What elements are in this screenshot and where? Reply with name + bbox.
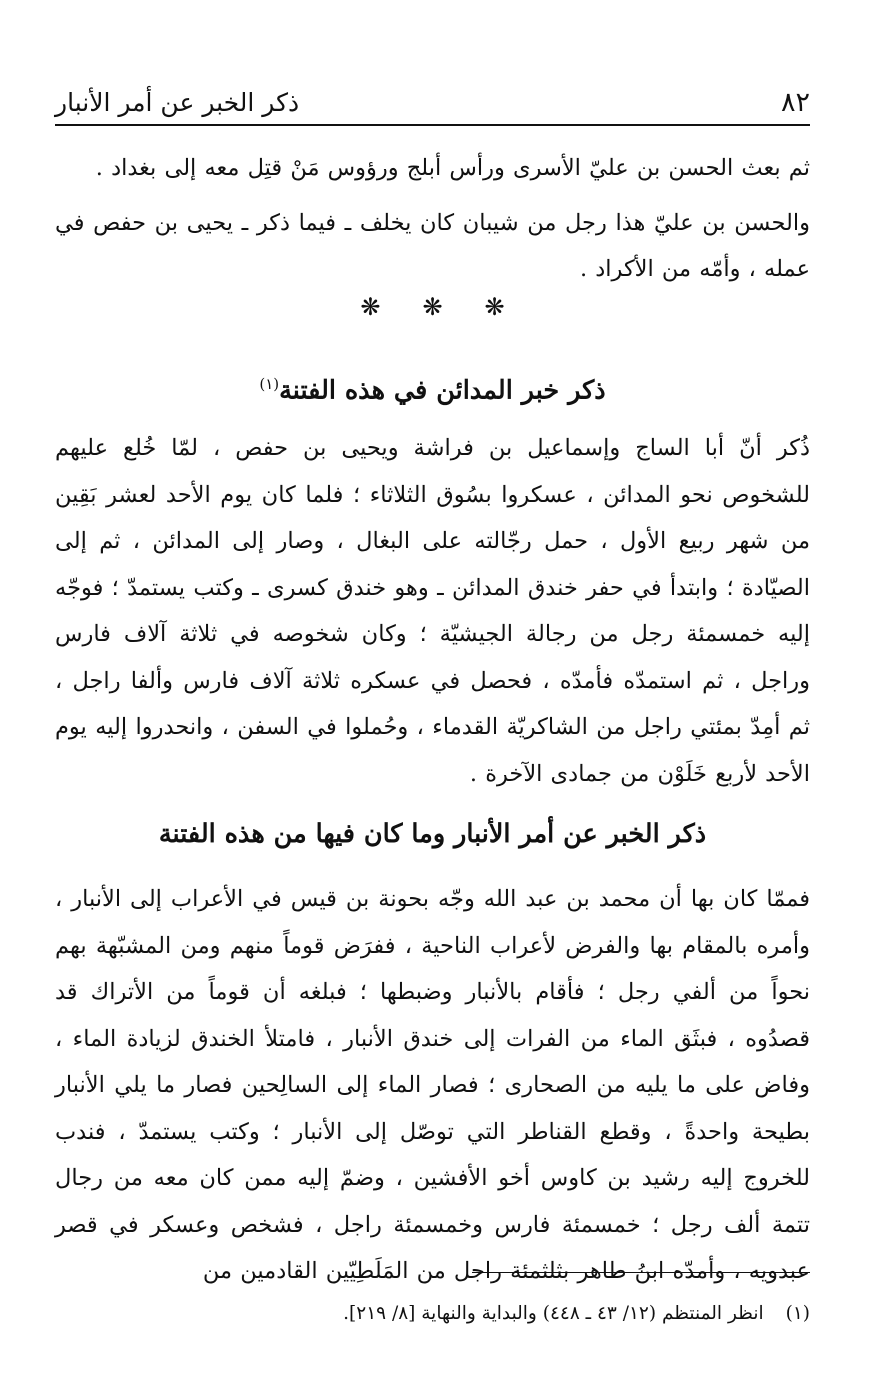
- madain-paragraph: ذُكر أنّ أبا الساج وإسماعيل بن فراشة ويحيى بن حفص ، لمّا خُلع عليهم للشخوص نحو المدائن ، عسكروا بسُوق الثلاثاء ؛ فلما كان يوم الأحد لعشر بَقِين من شهر ربيع الأول ، حمل رجّالته على البغال ، وصار إلى المدائن ، ثم إلى الصيّادة ؛ وابتدأ في حفر خندق المدائن ـ وهو خندق كسرى ـ وكتب يستمدّ ؛ فوجّه إليه خمسمئة رجل من رجالة الجيشيّة ؛ وكان شخوصه في ثلاثة آلاف فارس وراجل ، ثم استمدّه فأمدّه ، فحصل في عسكره ثلاثة آلاف فارس وألفا راجل ، ثم أمِدّ بمئتي راجل من الشاكريّة القدماء ، وحُملوا في السفن ، وانحدروا إليه يوم الأحد لأربع خَلَوْن من جمادى الآخرة .: [55, 435, 810, 787]
- section-heading-anbar: [55, 816, 810, 852]
- footnote-number: (١): [785, 1303, 810, 1324]
- section-title: ذكر خبر المدائن في هذه الفتنة: [279, 375, 606, 406]
- anbar-paragraph: فممّا كان بها أن محمد بن عبد الله وجّه بحونة بن قيس في الأعراب إلى الأنبار ، وأمره بالمقام بها والفرض لأعراب الناحية ، ففرَض قوماً منهم ومن المشبّهة بهم نحواً من ألفي رجل ؛ فأقام بالأنبار وضبطها ؛ فبلغه أن قوماً من الأتراك قد قصدُوه ، فبثَق الماء من الفرات إلى خندق الأنبار ، فامتلأ الخندق لزيادة الماء ، وفاض على ما يليه من الصحارى ؛ فصار الماء إلى السالِحين فصار ما يلي الأنبار بطيحة واحدةً ، وقطع القناطر التي توصّل إلى الأنبار ؛ وكتب يستمدّ ، فندب للخروج إليه رشيد بن كاوس أخو الأفشين ، وضمّ إليه ممن كان معه من رجال تتمة ألف رجل ؛ خمسمئة فارس وخمسمئة راجل ، فشخص وعسكر في قصر عبدويه ، وأمدّه ابنُ طاهر بثلثمئة راجل من المَلَطِيّين القادمين من: [55, 886, 810, 1284]
- separator-star: ❋: [484, 293, 505, 321]
- running-title: ذكر الخبر عن أمر الأنبار: [55, 88, 300, 117]
- running-header: [55, 86, 810, 126]
- separator-star: ❋: [360, 293, 381, 321]
- intro-block: [55, 145, 810, 293]
- footnote-reference: (١): [259, 375, 280, 393]
- section-separator: [55, 293, 810, 329]
- section-heading-madain: [55, 366, 810, 409]
- intro-paragraph-1: ثم بعث الحسن بن عليّ الأسرى ورأس أبلج ورؤوس مَنْ قتِل معه إلى بغداد .: [95, 155, 810, 181]
- anbar-block: [55, 876, 810, 1295]
- footnote-text: انظر المنتظم (١٢/ ٤٣ ـ ٤٤٨) والبداية والنهاية [٨/ ٢١٩].: [343, 1303, 764, 1324]
- intro-paragraph-2: والحسن بن عليّ هذا رجل من شيبان كان يخلف ـ فيما ذكر ـ يحيى بن حفص في عمله ، وأمّه من الأكراد .: [55, 209, 810, 282]
- footnote: [55, 1300, 810, 1328]
- footnote-divider: [472, 1272, 810, 1273]
- section-title: ذكر الخبر عن أمر الأنبار وما كان فيها من هذه الفتنة: [158, 819, 707, 849]
- separator-star: ❋: [422, 293, 443, 321]
- page-number: ٨٢: [780, 87, 810, 118]
- madain-block: [55, 425, 810, 797]
